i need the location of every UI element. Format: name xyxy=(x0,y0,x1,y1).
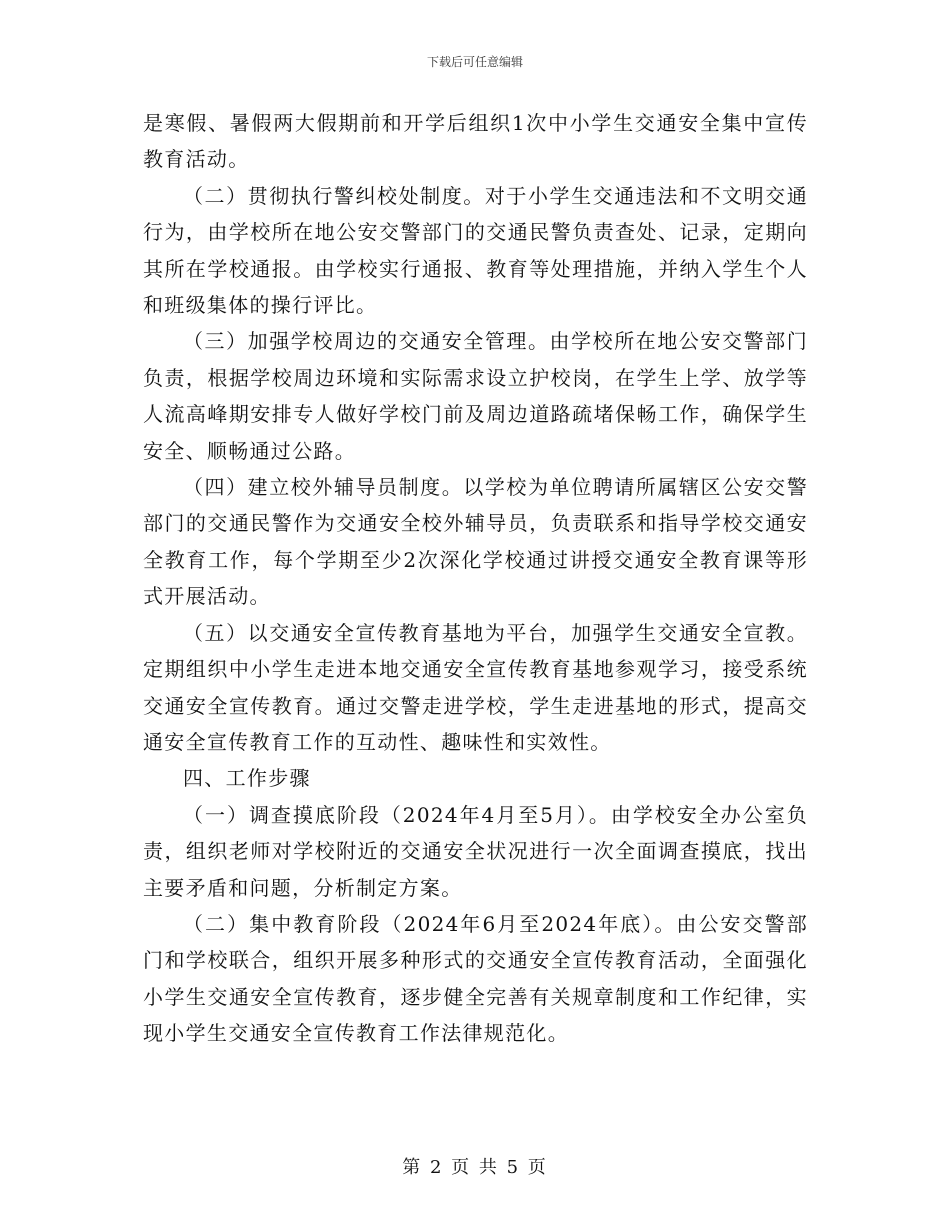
paragraph-item-2: （二）贯彻执行警纠校处制度。对于小学生交通违法和不文明交通行为，由学校所在地公安交警部门的交通民警负责查处、记录，定期向其所在学校通报。由学校实行通报、教育等处理措施，并纳入学生个人和班级集体的操行评比。 xyxy=(143,183,808,318)
page-number-footer: 第 2 页 共 5 页 xyxy=(402,1157,548,1178)
paragraph-item-3: （三）加强学校周边的交通安全管理。由学校所在地公安交警部门负责，根据学校周边环境和实际需求设立护校岗，在学生上学、放学等人流高峰期安排专人做好学校门前及周边道路疏堵保畅工作，确保学生安全、顺畅通过公路。 xyxy=(143,329,808,463)
paragraph-item-4: （四）建立校外辅导员制度。以学校为单位聘请所属辖区公安交警部门的交通民警作为交通安全校外辅导员，负责联系和指导学校交通安全教育工作，每个学期至少2次深化学校通过讲授交通安全教育课等形式开展活动。 xyxy=(143,475,808,609)
page-header: 下载后可任意编辑 xyxy=(426,55,523,69)
paragraph-step-1: （一）调查摸底阶段（2024年4月至5月）。由学校安全办公室负责，组织老师对学校附近的交通安全状况进行一次全面调查摸底，找出主要矛盾和问题，分析制定方案。 xyxy=(143,802,808,900)
document-body xyxy=(143,105,808,1052)
paragraph-continuation: 是寒假、暑假两大假期前和开学后组织1次中小学生交通安全集中宣传教育活动。 xyxy=(143,111,808,172)
section-heading-work-steps: 四、工作步骤 xyxy=(183,766,311,791)
paragraph-step-2: （二）集中教育阶段（2024年6月至2024年底）。由公安交警部门和学校联合，组织开展多种形式的交通安全宣传教育活动，全面强化小学生交通安全宣传教育，逐步健全完善有关规章制度和工作纪律，实现小学生交通安全宣传教育工作法律规范化。 xyxy=(143,911,808,1046)
paragraph-item-5: （五）以交通安全宣传教育基地为平台，加强学生交通安全宣教。定期组织中小学生走进本地交通安全宣传教育基地参观学习，接受系统交通安全宣传教育。通过交警走进学校，学生走进基地的形式，提高交通安全宣传教育工作的互动性、趣味性和实效性。 xyxy=(143,620,808,754)
